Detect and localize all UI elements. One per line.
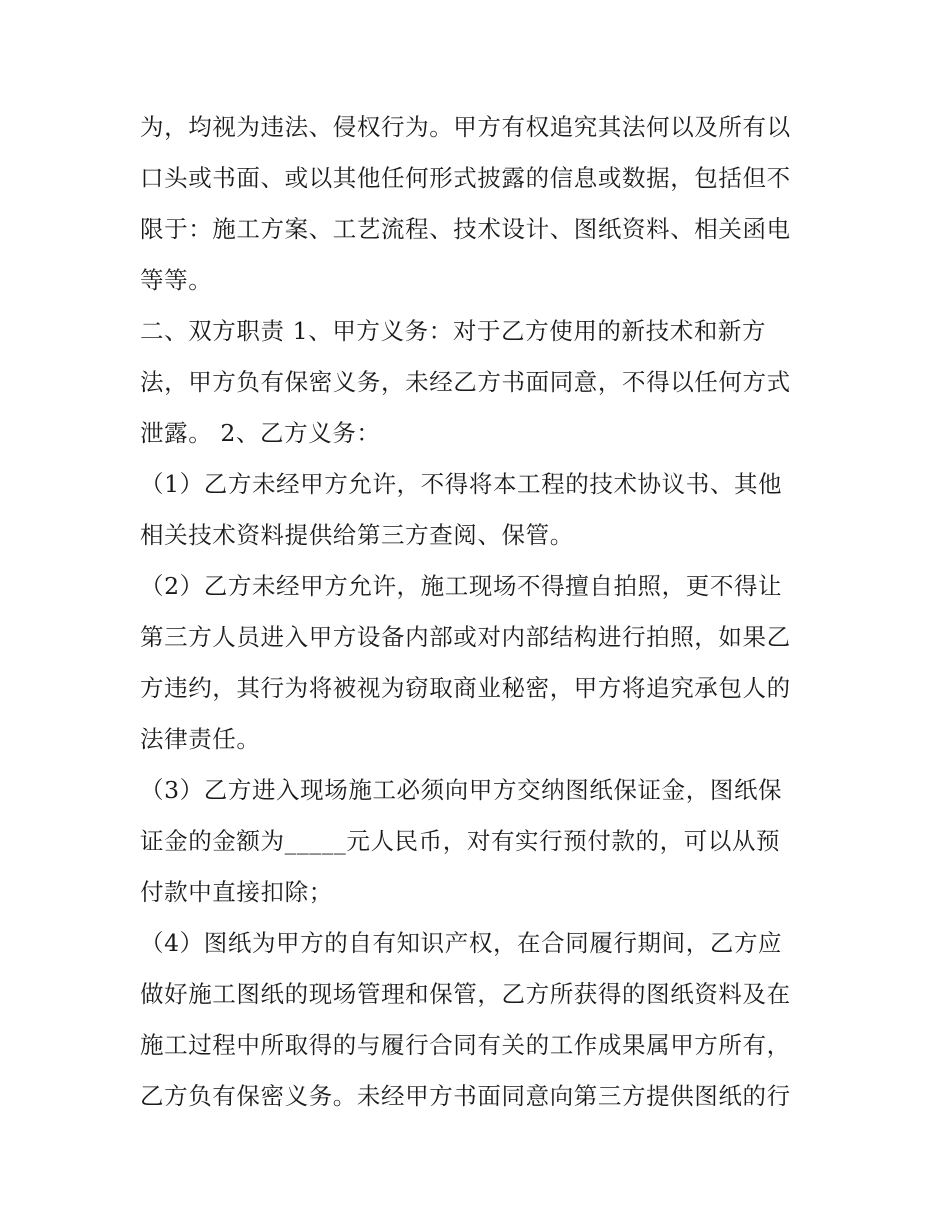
text-line: 二、双方职责 1、甲方义务：对于乙方使用的新技术和新方: [140, 317, 767, 345]
text-line: 相关技术资料提供给第三方查阅、保管。: [140, 521, 574, 549]
text-line: 乙方负有保密义务。未经甲方书面同意向第三方提供图纸的行: [140, 1082, 791, 1110]
text-line: 方违约，其行为将被视为窃取商业秘密，甲方将追究承包人的: [140, 674, 791, 702]
text-line: （4）图纸为甲方的自有知识产权，在合同履行期间，乙方应: [140, 929, 783, 957]
text-line: 付款中直接扣除；: [140, 878, 333, 906]
text-line: 限于：施工方案、工艺流程、技术设计、图纸资料、相关函电: [140, 215, 791, 243]
text-line: （3）乙方进入现场施工必须向甲方交纳图纸保证金，图纸保: [140, 776, 783, 804]
text-line: （1）乙方未经甲方允许，不得将本工程的技术协议书、其他: [140, 470, 783, 498]
text-line: 法，甲方负有保密义务，未经乙方书面同意，不得以任何方式: [140, 368, 791, 396]
text-line: 做好施工图纸的现场管理和保管，乙方所获得的图纸资料及在: [140, 980, 791, 1008]
document-body: [140, 102, 820, 1122]
text-line: 等等。: [140, 266, 213, 294]
text-line: 泄露。 2、乙方义务：: [140, 419, 381, 447]
text-line: 第三方人员进入甲方设备内部或对内部结构进行拍照，如果乙: [140, 623, 791, 651]
text-line: 口头或书面、或以其他任何形式披露的信息或数据，包括但不: [140, 164, 791, 192]
text-line: 施工过程中所取得的与履行合同有关的工作成果属甲方所有，: [140, 1031, 791, 1059]
text-line: 为，均视为违法、侵权行为。甲方有权追究其法何以及所有以: [140, 113, 791, 141]
text-line: 证金的金额为_____元人民币，对有实行预付款的，可以从预: [140, 827, 781, 855]
text-line: 法律责任。: [140, 725, 261, 753]
text-line: （2）乙方未经甲方允许，施工现场不得擅自拍照，更不得让: [140, 572, 783, 600]
